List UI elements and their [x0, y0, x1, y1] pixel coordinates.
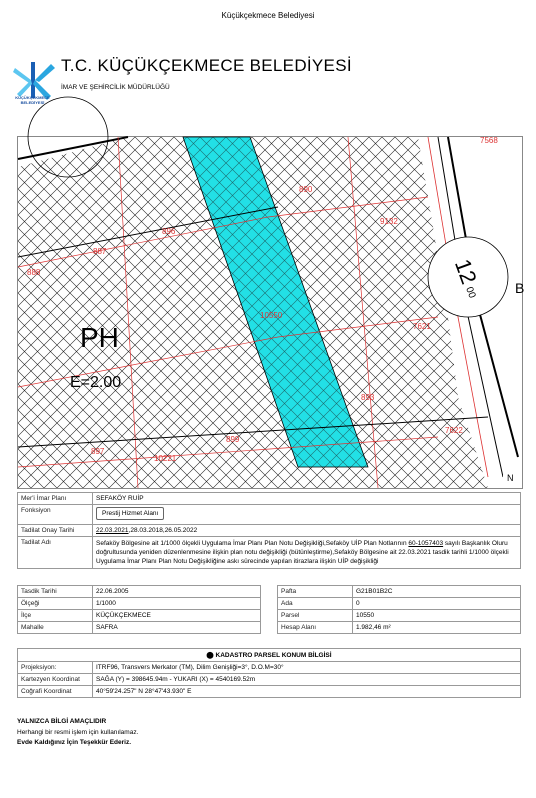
table-row — [18, 525, 521, 537]
parcel-888: 888 — [27, 268, 41, 277]
district-value: KÜÇÜKÇEKMECE — [93, 610, 261, 622]
thanks-note: Evde Kaldığınız İçin Teşekkür Ederiz. — [17, 739, 132, 746]
page-caption: Küçükçekmece Belediyesi — [221, 11, 315, 20]
parcel-7568: 7568 — [480, 136, 498, 145]
parcel-893: 893 — [361, 393, 375, 402]
cartesian-value: SAĞA (Y) = 398645.94m - YUKARI (X) = 4540169.52m — [93, 674, 521, 686]
geographic-value: 40°59'24.257" N 28°47'43.930" E — [93, 686, 521, 698]
revision-date-value: 22.03.2021,28.03.2018,26.05.2022 — [93, 525, 521, 537]
location-pin-icon: ⬤ — [206, 652, 214, 659]
parcel-899: 899 — [226, 435, 240, 444]
projection-value: ITRF96, Transvers Merkator (TM), Dilim Genişliği=3°, D.O.M=30° — [93, 662, 521, 674]
approval-date-label: Tasdik Tarihi — [18, 586, 93, 598]
table-row — [18, 622, 261, 634]
plan-value: SEFAKÖY RUİP — [93, 493, 521, 505]
parcel-896: 896 — [162, 227, 176, 236]
logo-wordmark: KÜÇÜKÇEKMECE BELEDİYESİ — [15, 95, 50, 105]
block-value: 0 — [353, 598, 521, 610]
cadastre-table — [17, 648, 521, 698]
disclaimer-title: YALNIZCA BİLGİ AMAÇLIDIR — [17, 718, 107, 725]
zone-label: PH — [80, 322, 119, 353]
district-label: İlçe — [18, 610, 93, 622]
table-row — [18, 674, 521, 686]
projection-label: Projeksiyon: — [18, 662, 93, 674]
table-row — [18, 586, 261, 598]
parcel-10221: 10221 — [154, 454, 177, 463]
table-row — [18, 493, 521, 505]
area-value: 1.982,46 m² — [353, 622, 521, 634]
cartesian-label: Kartezyen Koordinat — [18, 674, 93, 686]
revision-name-value: Sefaköy Bölgesine ait 1/1000 ölçekli Uygulama İmar Planı Plan Notu Değişikliği,Sefaköy UİP Plan Notlarının 60-1057403 sayılı Başkanlık Oluru doğrultusunda yeniden düzenlenmesine ilişkin plan notu değişikliği (bütünleştirme),Sefaköy Bölgesine ait 22.03.2021 tasdik tarihli 1/1000 ölçekli Uygulama İmar Planı Plan Notu Değişikliğine askı sürecinde yapılan itirazlara ilişkin UİP değişikliği — [93, 537, 521, 569]
parcel-value: 10550 — [353, 610, 521, 622]
parcel-10550: 10550 — [260, 311, 283, 320]
sheet-value: G21B01B2C — [353, 586, 521, 598]
resolution-link[interactable]: 60-1057403 — [408, 540, 444, 547]
block-label: Ada — [278, 598, 353, 610]
plan-label: Mer'i İmar Planı — [18, 493, 93, 505]
parcel-9132: 9132 — [380, 217, 398, 226]
table-row — [278, 622, 521, 634]
compass-north: N — [507, 473, 514, 483]
table-row — [18, 598, 261, 610]
parcel-label: Parsel — [278, 610, 353, 622]
table-row — [18, 649, 521, 662]
department-subtitle: İMAR VE ŞEHİRCİLİK MÜDÜRLÜĞÜ — [61, 84, 170, 91]
disclaimer-text: Herhangi bir resmi işlem için kullanılamaz. — [17, 728, 139, 736]
scale-label: Ölçeği — [18, 598, 93, 610]
parcel-7622: 7622 — [445, 426, 463, 435]
approval-date-value: 22.06.2005 — [93, 586, 261, 598]
parcel-897: 897 — [91, 447, 105, 456]
table-row — [18, 537, 521, 569]
parcel-887: 887 — [93, 247, 107, 256]
side-letter-b: B — [515, 280, 525, 296]
table-row — [18, 662, 521, 674]
cadastre-heading: ⬤ KADASTRO PARSEL KONUM BİLGİSİ — [18, 649, 521, 662]
function-label: Fonksiyon — [18, 505, 93, 525]
map-canvas — [18, 136, 525, 488]
parcel-table — [277, 585, 521, 634]
table-row — [278, 598, 521, 610]
revision-name-label: Tadilat Adı — [18, 537, 93, 569]
table-row — [278, 610, 521, 622]
organization-title: T.C. KÜÇÜKÇEKMECE BELEDİYESİ — [61, 56, 352, 75]
revision-date-label: Tadilat Onay Tarihi — [18, 525, 93, 537]
road-width-label: 12 — [449, 255, 482, 288]
density-label: E=2.00 — [70, 374, 122, 391]
table-row — [18, 610, 261, 622]
geographic-label: Coğrafi Koordinat — [18, 686, 93, 698]
plan-info-table — [17, 492, 521, 569]
table-row — [18, 686, 521, 698]
table-row — [278, 586, 521, 598]
neighborhood-label: Mahalle — [18, 622, 93, 634]
table-row — [18, 505, 521, 525]
sheet-label: Pafta — [278, 586, 353, 598]
road-width-decimal: 00 — [463, 285, 478, 300]
function-button[interactable]: Prestij Hizmet Alanı — [96, 507, 164, 520]
parcel-890: 890 — [299, 185, 313, 194]
location-table — [17, 585, 261, 634]
zoning-map[interactable] — [17, 136, 523, 489]
scale-value: 1/1000 — [93, 598, 261, 610]
disclaimer — [17, 717, 138, 749]
area-label: Hesap Alanı — [278, 622, 353, 634]
parcel-7621: 7621 — [413, 322, 431, 331]
neighborhood-value: SAFRA — [93, 622, 261, 634]
